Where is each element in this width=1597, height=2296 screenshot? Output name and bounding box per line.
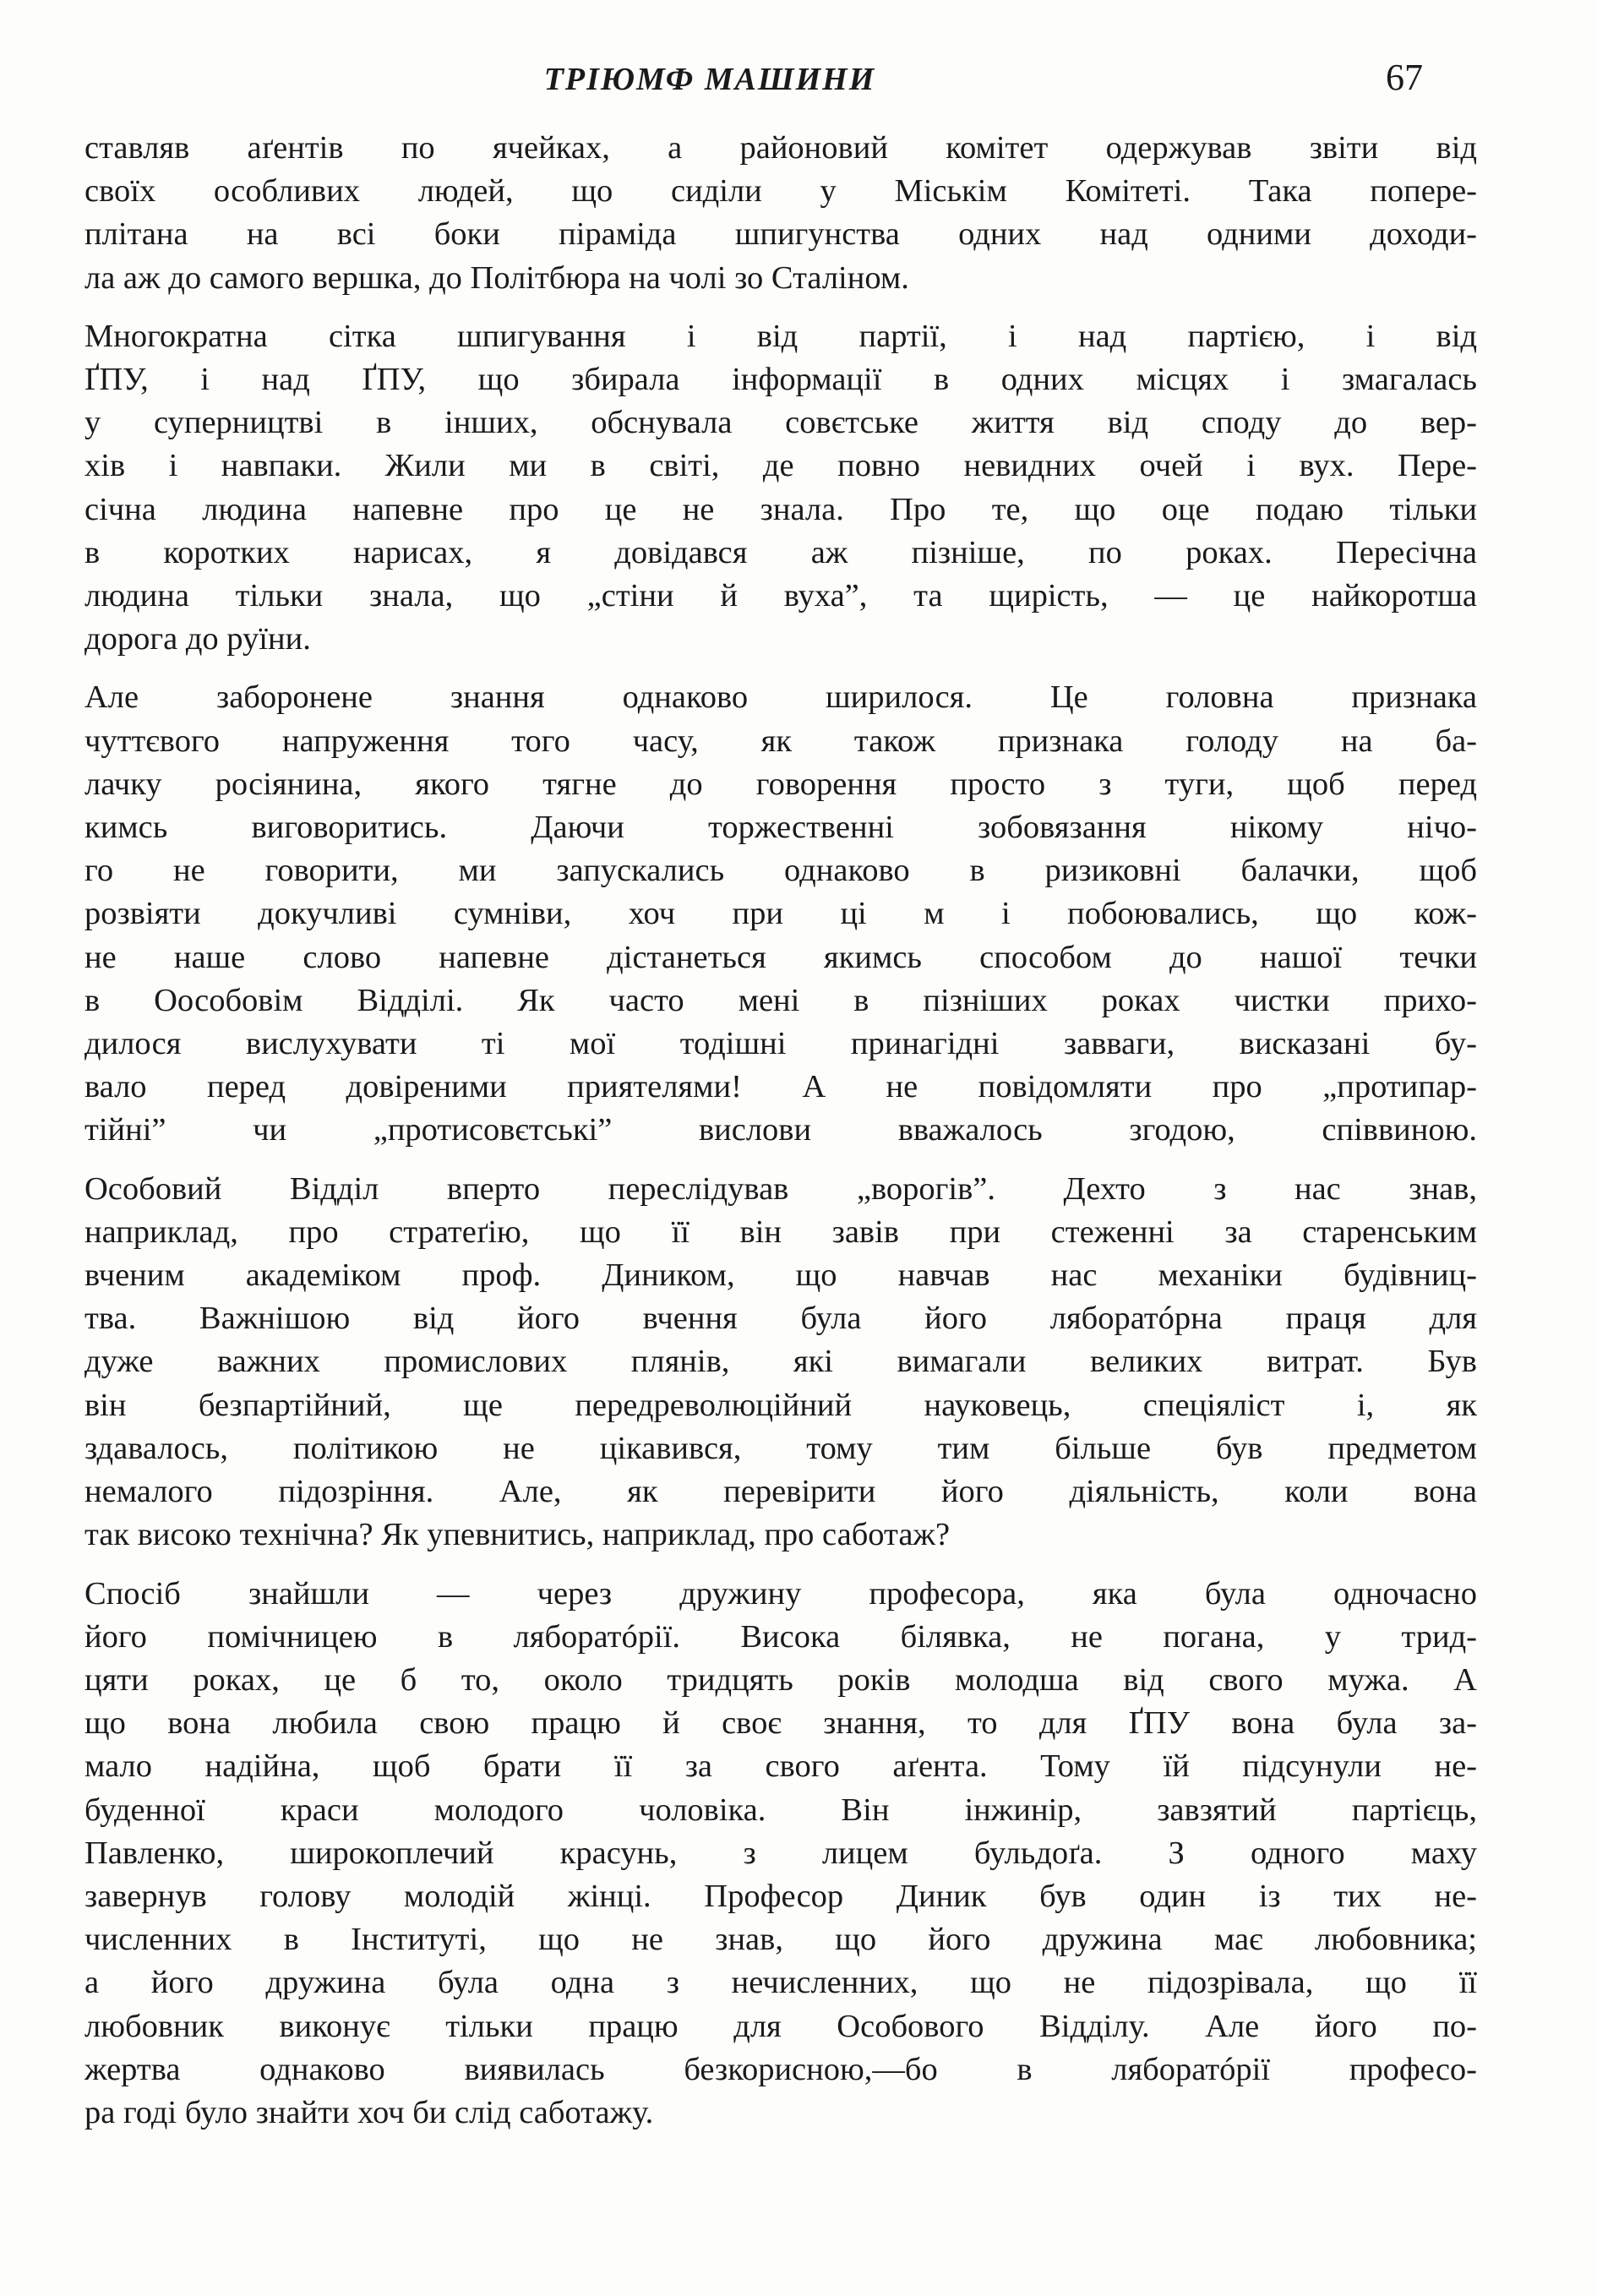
text-line: а його дружина була одна з нечисленних, що не підозрівала, що її xyxy=(84,1965,1477,2001)
text-line: тва. Важнішою від його вчення була його ляборатóрна праця для xyxy=(84,1301,1477,1337)
text-line: розвіяти докучливі сумніви, хоч при ці м і побоювались, що кож- xyxy=(84,896,1477,932)
text-line: ставляв аґентів по ячейках, а районовий комітет одержував звіти від xyxy=(84,130,1477,166)
text-line: мало надійна, щоб брати її за свого аґента. Тому їй підсунули не- xyxy=(84,1748,1477,1785)
text-line: наприклад, про стратеґію, що її він завів при стеженні за старенським xyxy=(84,1213,1477,1250)
paragraph xyxy=(84,315,1477,662)
text-line: вало перед довіреними приятелями! А не повідомляти про „протипар- xyxy=(84,1069,1477,1105)
text-line: своїх особливих людей, що сиділи у Міськім Комітеті. Така попере- xyxy=(84,173,1477,210)
text-line: Але заборонене знання однаково ширилося. Це головна признака xyxy=(84,679,1477,716)
paragraph xyxy=(84,676,1477,1152)
text-line: лачку росіянина, якого тягне до говорення просто з туги, щоб перед xyxy=(84,766,1477,802)
text-line: любовник виконує тільки працю для Особового Відділу. Але його по- xyxy=(84,2008,1477,2044)
text-line: тійні” чи „протисовєтські” вислови вважалось згодою, співвиною. xyxy=(84,1112,1477,1148)
text-line: що вона любила свою працю й своє знання, то для ҐПУ вона була за- xyxy=(84,1705,1477,1742)
paragraph xyxy=(84,1573,1477,2135)
text-line: дуже важних промислових плянів, які вимагали великих витрат. Був xyxy=(84,1344,1477,1380)
text-line: численних в Інституті, що не знав, що його дружина має любовника; xyxy=(84,1922,1477,1958)
text-line: Многократна сітка шпигування і від партії, і над партією, і від xyxy=(84,318,1477,354)
text-line: людина тільки знала, що „стіни й вуха”, та щирість, — це найкоротша xyxy=(84,578,1477,614)
text-line: завернув голову молодій жінці. Професор Диник був один із тих не- xyxy=(84,1878,1477,1914)
text-line: цяти роках, це б то, около тридцять років молодша від свого мужа. А xyxy=(84,1661,1477,1698)
text-line: Спосіб знайшли — через дружину професора, яка була одночасно xyxy=(84,1575,1477,1612)
text-line: він безпартійний, ще передреволюційний науковець, спеціяліст і, як xyxy=(84,1387,1477,1423)
text-line: в коротких нарисах, я довідався аж пізніше, по роках. Пересічна xyxy=(84,534,1477,570)
text-line: буденної краси молодого чоловіка. Він інжинір, завзятий партієць, xyxy=(84,1792,1477,1828)
text-line: го не говорити, ми запускались однаково в ризиковні балачки, щоб xyxy=(84,853,1477,889)
text-line: хів і навпаки. Жили ми в світі, де повно невидних очей і вух. Пере- xyxy=(84,448,1477,484)
text-line: дорога до руїни. xyxy=(84,621,311,657)
text-line: ҐПУ, і над ҐПУ, що збирала інформації в одних місцях і змагалась xyxy=(84,362,1477,398)
text-line: вченим академіком проф. Диником, що навчав нас механіки будівниц- xyxy=(84,1257,1477,1294)
text-line: так високо технічна? Як упевнитись, наприклад, про саботаж? xyxy=(84,1517,951,1553)
paragraph xyxy=(84,1168,1477,1557)
text-line: його помічницею в ляборатóрії. Висока білявка, не погана, у трид- xyxy=(84,1618,1477,1655)
text-line: Павленко, широкоплечий красунь, з лицем бульдоґа. З одного маху xyxy=(84,1835,1477,1871)
page-header xyxy=(0,56,1597,115)
running-title: ТРІЮМФ МАШИНИ xyxy=(543,62,876,97)
text-line: здавалось, політикою не цікавився, тому тим більше був предметом xyxy=(84,1430,1477,1466)
text-line: дилося вислухувати ті мої тодішні принагідні завваги, висказані бу- xyxy=(84,1026,1477,1062)
text-line: кимсь виговоритись. Даючи торжественні зобовязання нікому нічо- xyxy=(84,810,1477,846)
text-line: січна людина напевне про це не знала. Про те, що оце подаю тільки xyxy=(84,491,1477,527)
page-number: 67 xyxy=(1386,57,1423,98)
text-line: ра годі було знайти хоч би слід саботажу. xyxy=(84,2094,654,2130)
text-line: ла аж до самого вершка, до Політбюра на чолі зо Сталіном. xyxy=(84,259,909,296)
paragraph xyxy=(84,127,1477,300)
body-text xyxy=(84,127,1477,2150)
text-line: немалого підозріння. Але, як перевірити його діяльність, коли вона xyxy=(84,1474,1477,1510)
text-line: плітана на всі боки піраміда шпигунства одних над одними доходи- xyxy=(84,216,1477,253)
text-line: не наше слово напевне дістанеться якимсь способом до нашої течки xyxy=(84,939,1477,975)
text-line: у суперництві в інших, обснувала совєтське життя від споду до вер- xyxy=(84,405,1477,441)
text-line: жертва однаково виявилась безкорисною,—бо в ляборатóрії професо- xyxy=(84,2051,1477,2087)
text-line: в Оособовім Відділі. Як часто мені в пізніших роках чистки прихо- xyxy=(84,982,1477,1018)
text-line: Особовий Відділ вперто переслідував „ворогів”. Дехто з нас знав, xyxy=(84,1170,1477,1207)
text-line: чуттєвого напруження того часу, як також признака голоду на ба- xyxy=(84,723,1477,759)
